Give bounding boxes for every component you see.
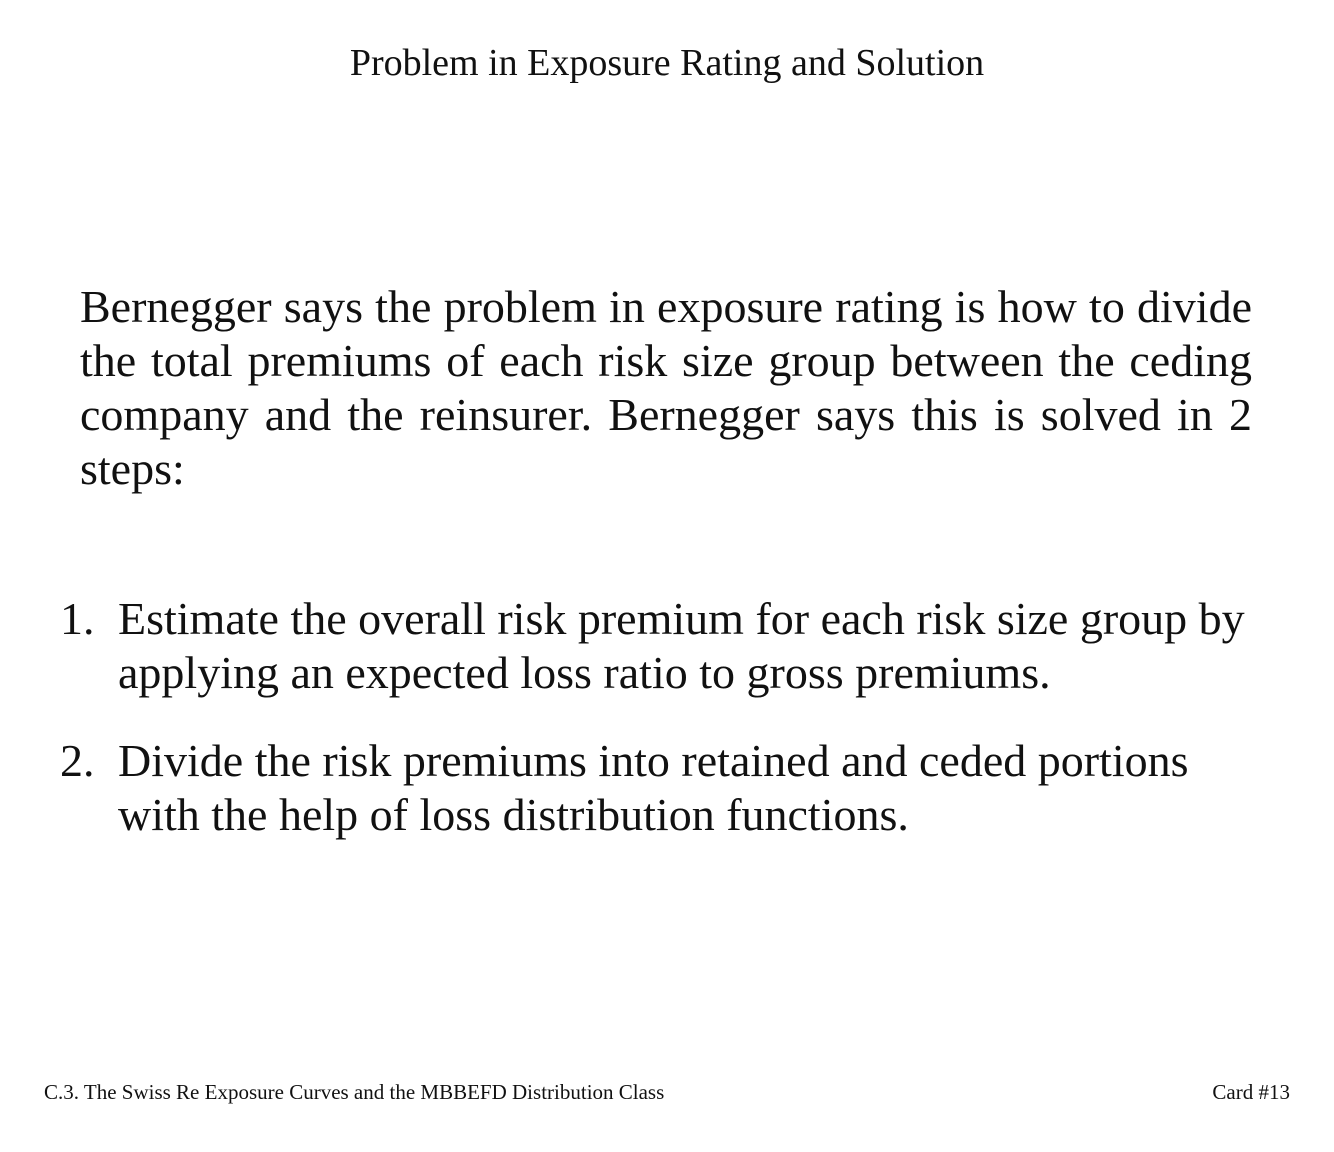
steps-list (60, 592, 1252, 842)
footer-section-label: C.3. The Swiss Re Exposure Curves and the MBBEFD Distribution Class (44, 1080, 665, 1104)
card-footer (44, 1078, 1290, 1106)
step-text: Divide the risk premiums into retained and ceded portions with the help of loss distribution functions. (118, 735, 1189, 840)
card-body (60, 280, 1252, 876)
intro-paragraph: Bernegger says the problem in exposure rating is how to divide the total premiums of each risk size group between the ceding company and the reinsurer. Bernegger says this is solved in 2 steps: (80, 281, 1252, 494)
card-title: Problem in Exposure Rating and Solution (349, 42, 985, 84)
step-number: 2. (60, 735, 95, 786)
step-text: Estimate the overall risk premium for each risk size group by applying an expected loss ratio to gross premiums. (118, 593, 1245, 698)
step-item (60, 734, 1252, 842)
step-item (60, 592, 1252, 700)
footer-card-number: Card #13 (1212, 1080, 1290, 1104)
step-number: 1. (60, 593, 95, 644)
